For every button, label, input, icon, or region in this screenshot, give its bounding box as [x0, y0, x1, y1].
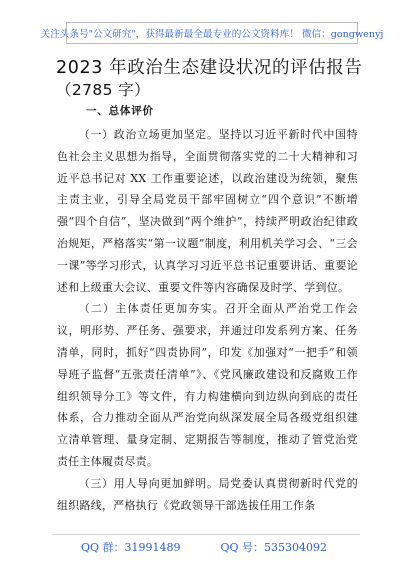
- paragraph-main-responsibility: （二）主体责任更加夯实。召开全面从严治党工作会议，明形势、严任务、强要求，并通过印发系列方案、任务清单，同时，抓好“四责协同”，印发《加强对“一把手”和领导班子监督“五张责任清单”》、《党风廉政建设和反腐败工作组织领导分工》等文件，有力构建横向到边纵向到底的责任体系，合力推动全面从严治党向纵深发展全局各级党组织建立清单管理、量身定制、定期报告等制度，推动了管党治党责任主体履责尽责。: [57, 302, 358, 468]
- paragraph-political-stance: （一）政治立场更加坚定。坚持以习近平新时代中国特色社会主义思想为指导，全面贯彻落实党的二十大精神和习近平总书记对 XX 工作重要论述，以政治建设为统领，聚焦主责主业，引导全局党员干部牢固树立“四个意识”不断增强“四个自信”，坚决做到“两个维护”，持续严明政治纪律政治规矩，严格落实“第一议题”制度，利用机关学习会、“三会一课”等学习形式，认真学习习近平总书记重要讲话、重要论述和上级重大会议、重要文件等内容确保及时学、学到位。: [57, 128, 358, 294]
- document-body: [57, 124, 358, 516]
- footer-divider: [52, 534, 360, 535]
- footer-qq-number: QQ 号：535304092: [220, 541, 328, 554]
- paragraph-personnel-orientation: （三）用人导向更加鲜明。局党委认真贯彻新时代党的组织路线，严格执行《党政领导干部选拔任用工作条: [57, 476, 358, 512]
- footer: [0, 539, 408, 555]
- section-heading: 一、总体评价: [86, 105, 154, 117]
- document-subtitle: （2785 字）: [56, 81, 151, 99]
- footer-qq-group: QQ 群：31991489: [80, 541, 181, 554]
- top-banner: 关注头条号"公文研究"，获得最新最全最专业的公文资料库！ 微信：gongwenyj: [66, 22, 358, 44]
- document-title: 2023 年政治生态建设状况的评估报告: [56, 58, 363, 78]
